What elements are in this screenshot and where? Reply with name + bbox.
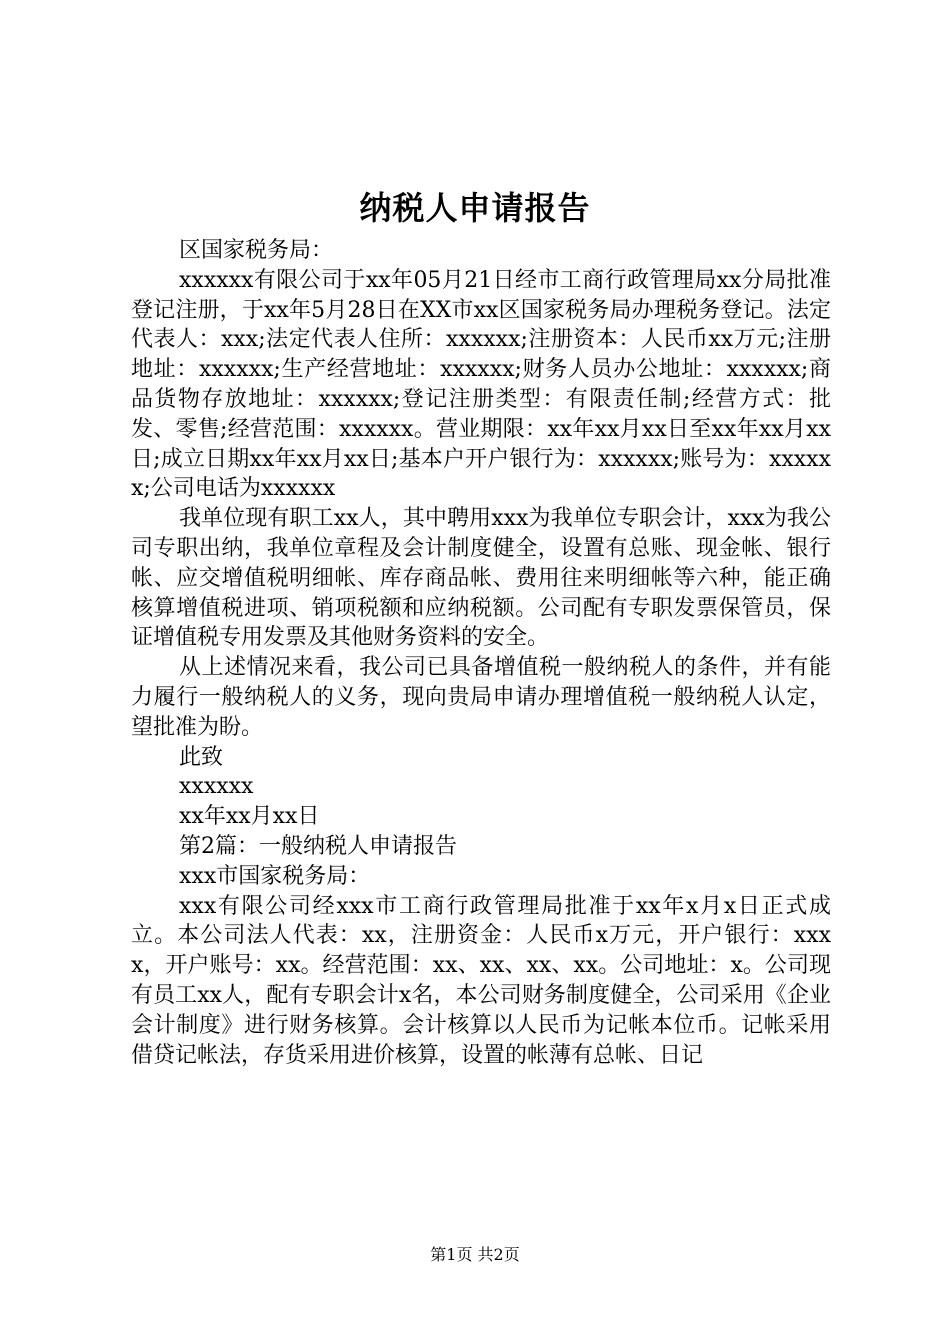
signature: xxxxxx bbox=[179, 774, 254, 800]
section2-addressee: xxx市国家税务局： bbox=[179, 863, 371, 889]
paragraph-staff-accounting: 我单位现有职工xx人，其中聘用xxx为我单位专职会计，xxx为我公司专职出纳，我单位章程及会计制度健全，设置有总账、现金帐、银行帐、应交增值税明细帐、库存商品帐、费用往来明细帐等六种，能正确核算增值税进项、销项税额和应纳税额。公司配有专职发票保管员，保证增值税专用发票及其他财务资料的安全。 bbox=[131, 506, 831, 651]
addressee: 区国家税务局： bbox=[179, 238, 334, 263]
document-title: 纳税人申请报告 bbox=[359, 189, 591, 227]
paragraph-company-registration: xxxxxx有限公司于xx年05月21日经市工商行政管理局xx分局批准登记注册，于xx年5月28日在XX市xx区国家税务局办理税务登记。法定代表人：xxx;法定代表人住所：xxxxxx;注册资本：人民币xx万元;注册地址：xxxxxx;生产经营地址：xxxxxx;财务人员办公地址：xxxxxx;商品货物存放地址：xxxxxx;登记注册类型：有限责任制;经营方式：批发、零售;经营范围：xxxxxx。营业期限：xx年xx月xx日至xx年xx月xx日;成立日期xx年xx月xx日;基本户开户银行为：xxxxxx;账号为：xxxxxx;公司电话为xxxxxx bbox=[131, 267, 831, 502]
paragraph-application-request: 从上述情况来看，我公司已具备增值税一般纳税人的条件，并有能力履行一般纳税人的义务，现向贵局申请办理增值税一般纳税人认定，望批准为盼。 bbox=[131, 655, 831, 740]
closing-salutation: 此致 bbox=[179, 744, 224, 770]
document-body bbox=[131, 236, 831, 1070]
page-number-footer: 第1页 共2页 bbox=[430, 1245, 520, 1264]
date-line: xx年xx月xx日 bbox=[179, 804, 320, 830]
section2-paragraph-company-info: xxx有限公司经xxx市工商行政管理局批准于xx年x月x日正式成立。本公司法人代表：xx，注册资金：人民币x万元，开户银行：xxxx，开户账号：xx。经营范围：xx、xx、xx、xx。公司地址：x。公司现有员工xx人，配有专职会计x名，本公司财务制度健全，公司采用《企业会计制度》进行财务核算。会计核算以人民币为记帐本位币。记帐采用借贷记帐法，存货采用进价核算，设置的帐薄有总帐、日记 bbox=[131, 893, 831, 1068]
section2-heading: 第2篇：一般纳税人申请报告 bbox=[179, 833, 457, 859]
